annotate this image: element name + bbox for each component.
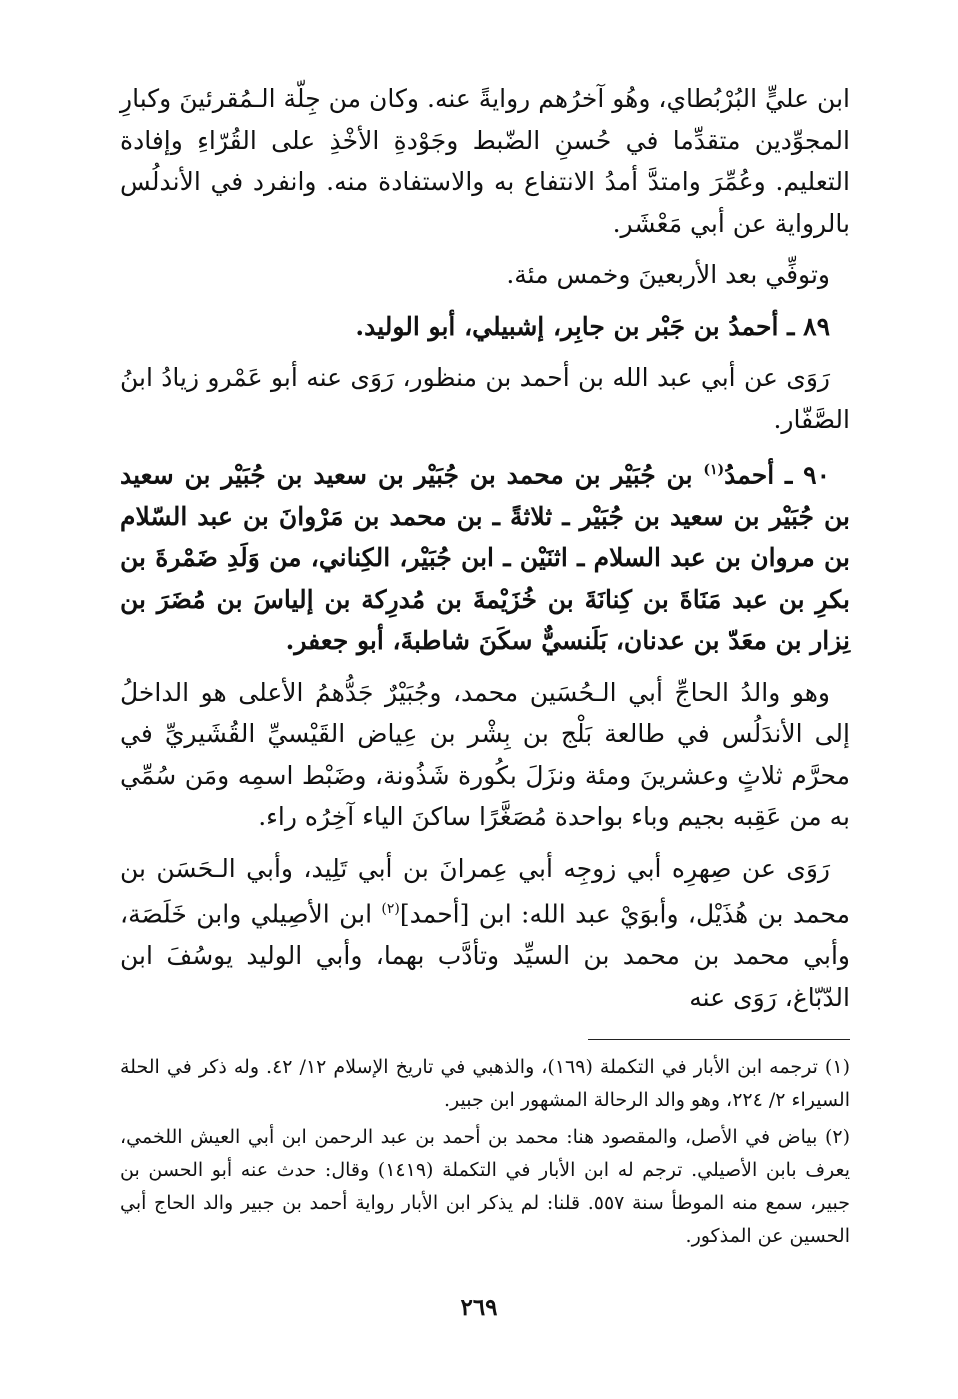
entry-90-number-name: ٩٠ ـ أحمدُ — [724, 460, 830, 490]
footnote-ref-1: (١) — [703, 462, 725, 478]
entry-90-body: وهو والدُ الحاجِّ أبي الـحُسَين محمد، وجُبَيْرٌ جَدُّهمُ الأعلى هو الداخلُ إلى الأندَلُس في طالعة بَلْج بن بِشْر بن عِياض القَيْسيِّ القُشَيريِّ في محرَّم ثلاثٍ وعشرينَ ومئة ونزَلَ بكُورة شَذُونة، وضَبْط اسمِه ومَن سُمِّي به من عَقِبه بجيم وباء بواحدة مُصَغَّرًا ساكنَ الياء آخِرُه راء. — [120, 677, 850, 832]
narrators-text-b: ابن الأصِيلي وابن خَلَصَة، وأبي محمد بن محمد بن السيِّد وتأدَّب بهما، وأبي الوليد يوسُفَ ابن الدّبّاغ، رَوَى عنه — [120, 899, 850, 1012]
entry-90-heading — [120, 450, 850, 662]
entry-89-body: رَوَى عن أبي عبد الله بن أحمد بن منظور، رَوَى عنه أبو عَمْرو زيادُ ابنُ الصَّفّار. — [120, 363, 850, 434]
footnote-1: (١) ترجمه ابن الأبار في التكملة (١٦٩)، والذهبي في تاريخ الإسلام ١٢/ ٤٢. وله ذكر في الحلة السيراء ٢/ ٢٢٤، وهو والد الرحالة المشهور ابن جبير. — [120, 1056, 850, 1111]
main-text — [120, 78, 850, 1018]
footnote-separator — [588, 1039, 850, 1040]
page-number: ٢٦٩ — [460, 1294, 498, 1321]
entry-90-lineage: بن جُبَيْر بن محمد بن جُبَيْر بن سعيد بن جُبَيْر بن سعيد بن جُبَيْر بن سعيد بن جُبَيْر ـ ثلاثةً ـ بن محمد بن مَرْوانَ بن عبد السّلام بن مروان بن عبد السلام ـ اثنَيْن ـ ابن جُبَيْر، الكِناني، من وَلَدِ ضَمْرةَ بن بكرِ بن عبد مَنَاةَ بن كِنانَةَ بن خُزَيْمةَ بن مُدرِكة بن إلياسَ بن مُضَرَ بن نِزار بن معَدّ بن عدنان، بَلَنسيٌّ سكَنَ شاطبةَ، أبو جعفر. — [120, 460, 850, 656]
entry-89-heading: ٨٩ ـ أحمدُ بن جَبْر بن جابِر، إشبيلي، أبو الوليد. — [355, 311, 830, 341]
paragraph-death-note: وتوفِّي بعد الأربعينَ وخمس مئة. — [506, 260, 830, 289]
entry-90-narrators — [120, 848, 850, 1018]
narrators-text-a: رَوَى عن صِهرِه أبي زوجِه أبي عِمرانَ بن أبي تَلِيد، وأبي الـحَسَن بن محمد بن هُذَيْل، وأبوَيْ عبد الله: ابن [أحمد] — [120, 853, 850, 929]
footnote-ref-2: (٢) — [381, 901, 400, 918]
footnotes — [120, 1051, 850, 1257]
paragraph-continuation: ابن عليٍّ البُرْبُطاي، وهُو آخرُهم روايةً عنه. وكان من جِلّة الـمُقرئينَ وكبارِ المجوِّدين متقدِّما في حُسنِ الضّبط وجَوْدةِ الأخْذِ على القُرّاءِ وإفادة التعليم. وعُمِّرَ وامتدَّ أمدُ الانتفاع به والاستفادة منه. وانفرد في الأندلُس بالرواية عن أبي مَعْشَر. — [120, 84, 850, 238]
footnote-2: (٢) بياض في الأصل، والمقصود هنا: محمد بن أحمد بن عبد الرحمن ابن أبي العيش اللخمي، يعرف بابن الأصيلي. ترجم له ابن الأبار في التكملة (١٤١٩) وقال: حدث عنه أبو الحسن بن جبير، سمع منه الموطأ سنة ٥٥٧. قلنا: لم يذكر ابن الأبار رواية أحمد بن جبير والد الحاج أبي الحسين عن المذكور. — [120, 1126, 850, 1247]
